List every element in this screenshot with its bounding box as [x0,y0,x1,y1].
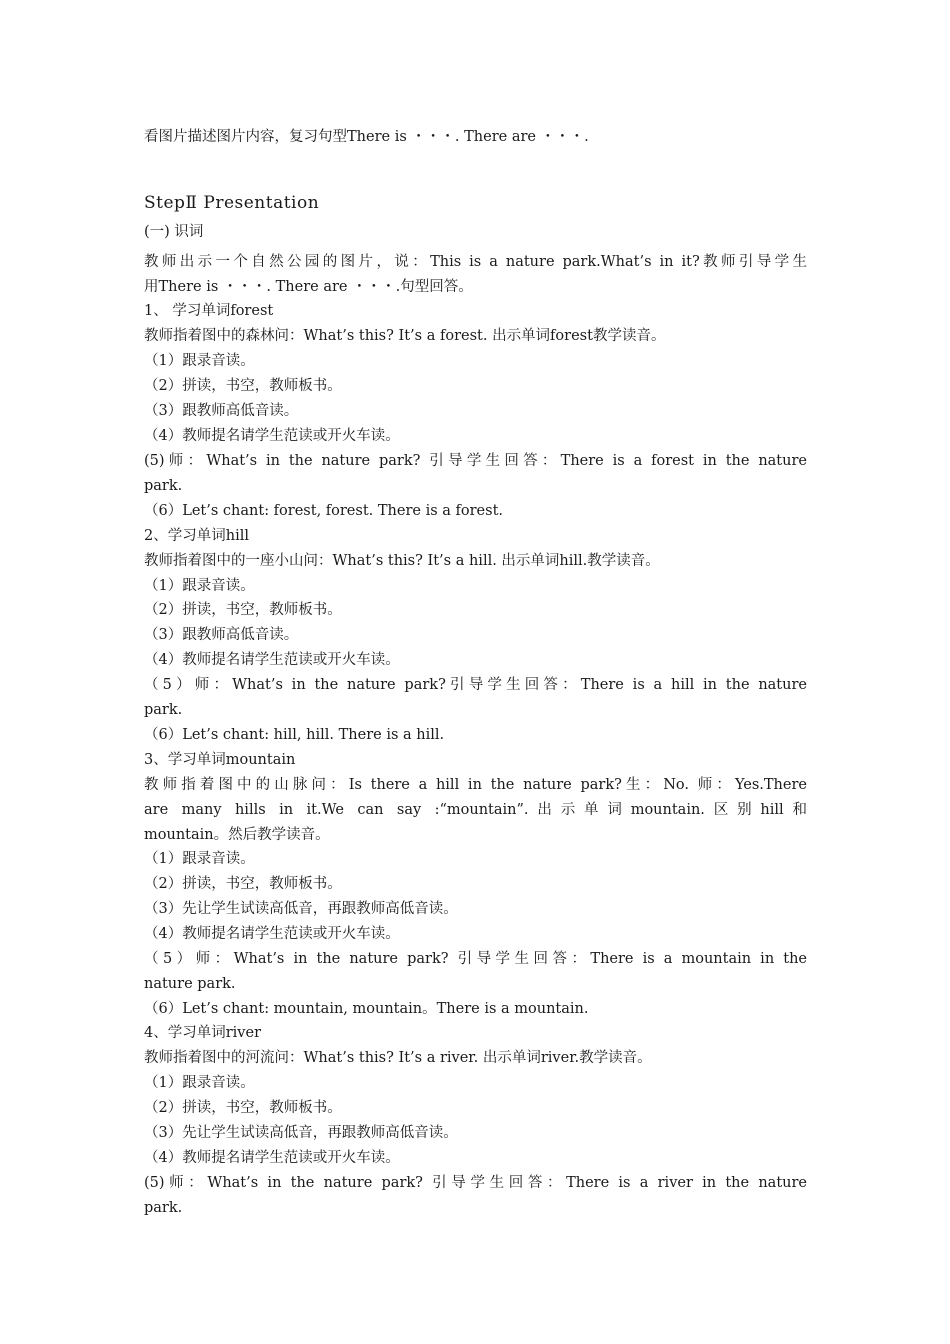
text-line: 用There is ・・・. There are ・・・.句型回答。 [144,279,473,295]
text-line: 1、 学习单词forest [144,303,274,319]
text-line: (5)师：What’s in the nature park? 引导学生回答：There is a forest in the nature [144,453,807,469]
text-line: park. [144,702,183,718]
text-line: 教师出示一个自然公园的图片，说：This is a nature park.What’s in it?教师引导学生 [144,254,807,270]
text-line: 看图片描述图片内容，复习句型There is ・・・. There are ・・・. [144,129,589,145]
text-line: park. [144,478,183,494]
text-line: （1）跟录音读。 [144,851,255,867]
text-line: 2、学习单词hill [144,528,249,544]
text-line: 3、学习单词mountain [144,752,296,768]
text-line: （2）拼读，书空，教师板书。 [144,1100,342,1116]
text-line: （3）先让学生试读高低音，再跟教师高低音读。 [144,1125,458,1141]
text-line: mountain。然后教学读音。 [144,827,330,843]
text-line: （4）教师提名请学生范读或开火车读。 [144,652,400,668]
text-line: (一) 识词 [144,224,204,240]
text-line: are many hills in it.We can say :“mountain”.出示单词mountain.区别hill和 [144,802,807,818]
section-heading: StepⅡ Presentation [144,193,320,213]
text-line: （1）跟录音读。 [144,578,255,594]
text-line: （5）师：What’s in the nature park? 引导学生回答：There is a mountain in the [144,951,807,967]
text-line: （5）师：What’s in the nature park?引导学生回答：There is a hill in the nature [144,677,807,693]
text-line: （3）跟教师高低音读。 [144,627,299,643]
text-line: 4、学习单词river [144,1025,261,1041]
text-line: 教师指着图中的山脉问：Is there a hill in the nature park?生：No. 师：Yes.There [144,777,807,793]
text-line: park. [144,1200,183,1216]
text-line: （1）跟录音读。 [144,1075,255,1091]
text-line: （6）Let’s chant: hill, hill. There is a hill. [144,727,445,743]
text-line: （2）拼读，书空，教师板书。 [144,602,342,618]
text-line: （4）教师提名请学生范读或开火车读。 [144,428,400,444]
text-line: （6）Let’s chant: mountain, mountain。There is a mountain. [144,1001,589,1017]
text-line: （6）Let’s chant: forest, forest. There is a forest. [144,503,504,519]
text-line: （2）拼读，书空，教师板书。 [144,378,342,394]
text-line: （3）先让学生试读高低音，再跟教师高低音读。 [144,901,458,917]
text-line: （1）跟录音读。 [144,353,255,369]
text-line: （3）跟教师高低音读。 [144,403,299,419]
text-line: （4）教师提名请学生范读或开火车读。 [144,926,400,942]
text-line: 教师指着图中的河流问：What’s this? It’s a river. 出示单词river.教学读音。 [144,1050,652,1066]
text-line: （2）拼读，书空，教师板书。 [144,876,342,892]
text-line: (5)师：What’s in the nature park? 引导学生回答：There is a river in the nature [144,1175,807,1191]
text-line: （4）教师提名请学生范读或开火车读。 [144,1150,400,1166]
text-line: 教师指着图中的森林问：What’s this? It’s a forest. 出示单词forest教学读音。 [144,328,666,344]
text-line: 教师指着图中的一座小山问：What’s this? It’s a hill. 出示单词hill.教学读音。 [144,553,660,569]
text-line: nature park. [144,976,236,992]
